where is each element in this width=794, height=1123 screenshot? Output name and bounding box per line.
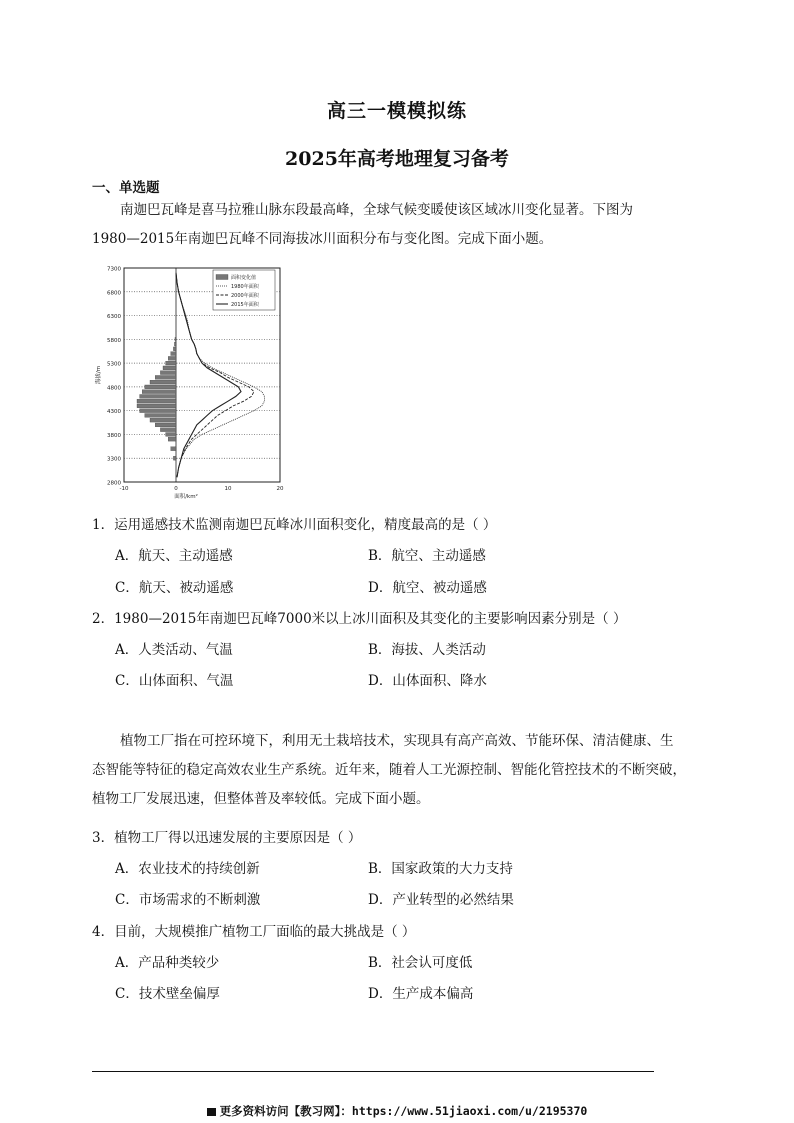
area-change-bar bbox=[171, 352, 176, 356]
question-3-option-a[interactable]: A．农业技术的持续创新 bbox=[115, 861, 260, 877]
glacier-area-chart bbox=[92, 260, 292, 500]
question-4-stem: 4．目前，大规模推广植物工厂面临的最大挑战是（ ） bbox=[92, 924, 416, 940]
area-change-bar bbox=[150, 380, 176, 384]
question-1-option-b[interactable]: B．航空、主动遥感 bbox=[368, 548, 486, 564]
y-tick-label: 4800 bbox=[107, 385, 121, 392]
question-3-option-c[interactable]: C．市场需求的不断刺激 bbox=[115, 892, 261, 908]
legend-label: 2000年面积 bbox=[231, 293, 259, 299]
area-change-bar bbox=[155, 375, 176, 379]
passage-2-line-2: 态智能等特征的稳定高效农业生产系统。近年来，随着人工光源控制、智能化管控技术的不断突破， bbox=[92, 762, 686, 778]
question-2-stem: 2．1980—2015年南迦巴瓦峰7000米以上冰川面积及其变化的主要影响因素分别是（ ） bbox=[92, 611, 627, 627]
passage-1 bbox=[92, 196, 704, 254]
y-tick-label: 7300 bbox=[107, 266, 121, 273]
y-tick-label: 6300 bbox=[107, 314, 121, 321]
passage-2 bbox=[92, 727, 704, 814]
question-4-option-d[interactable]: D．生产成本偏高 bbox=[368, 986, 474, 1002]
area-change-bar bbox=[173, 456, 176, 460]
footer bbox=[0, 1103, 794, 1119]
question-2-option-c[interactable]: C．山体面积、气温 bbox=[115, 673, 234, 689]
y-tick-label: 3800 bbox=[107, 432, 121, 439]
legend-label: 1980年面积 bbox=[231, 284, 259, 290]
question-2-option-d[interactable]: D．山体面积、降水 bbox=[368, 673, 487, 689]
y-tick-label: 5300 bbox=[107, 361, 121, 368]
area-change-bar bbox=[145, 414, 176, 418]
x-tick-label: 0 bbox=[174, 486, 178, 492]
y-tick-label: 6800 bbox=[107, 290, 121, 297]
page-title: 高三一模模拟练 bbox=[326, 100, 467, 122]
y-tick-label: 5800 bbox=[107, 337, 121, 344]
y-tick-label: 4300 bbox=[107, 409, 121, 416]
x-axis-label: 面积/km² bbox=[174, 494, 198, 500]
area-change-bar bbox=[174, 342, 176, 346]
area-change-bar bbox=[155, 423, 176, 427]
area-change-bar bbox=[145, 385, 176, 389]
y-tick-label: 3300 bbox=[107, 456, 121, 463]
area-change-bar bbox=[137, 404, 176, 408]
question-2-option-a[interactable]: A．人类活动、气温 bbox=[115, 642, 233, 658]
area-change-bar bbox=[150, 418, 176, 422]
question-4-option-c[interactable]: C．技术壁垒偏厚 bbox=[115, 986, 220, 1002]
legend-label: 2015年面积 bbox=[231, 302, 259, 308]
area-change-bar bbox=[166, 361, 176, 365]
x-tick-label: -10 bbox=[119, 486, 129, 492]
question-1-option-a[interactable]: A．航天、主动遥感 bbox=[115, 548, 233, 564]
question-3-option-d[interactable]: D．产业转型的必然结果 bbox=[368, 892, 514, 908]
passage-1-line-1: 南迦巴瓦峰是喜马拉雅山脉东段最高峰，全球气候变暖使该区域冰川变化显著。下图为 bbox=[120, 202, 633, 218]
area-change-bar bbox=[168, 437, 176, 441]
area-change-bar bbox=[171, 447, 176, 451]
section-heading: 一、单选题 bbox=[92, 180, 160, 196]
question-4-option-b[interactable]: B．社会认可度低 bbox=[368, 955, 473, 971]
footer-divider bbox=[92, 1071, 654, 1072]
area-change-bar bbox=[142, 390, 176, 394]
question-1-option-c[interactable]: C．航天、被动遥感 bbox=[115, 580, 234, 596]
footer-link[interactable]: 更多资料访问【教习网】：https://www.51jiaoxi.com/u/2195370 bbox=[219, 1104, 588, 1118]
passage-1-line-2: 1980—2015年南迦巴瓦峰不同海拔冰川面积分布与变化图。完成下面小题。 bbox=[92, 231, 553, 247]
area-change-bar bbox=[168, 356, 176, 360]
question-1-option-d[interactable]: D．航空、被动遥感 bbox=[368, 580, 487, 596]
y-axis-label: 海拔/m bbox=[96, 365, 102, 385]
question-2-option-b[interactable]: B．海拔、人类活动 bbox=[368, 642, 486, 658]
legend-swatch-bar bbox=[216, 275, 228, 280]
passage-2-line-3: 植物工厂发展迅速，但整体普及率较低。完成下面小题。 bbox=[92, 791, 430, 807]
area-change-bar bbox=[137, 399, 176, 403]
area-change-bar bbox=[140, 394, 176, 398]
area-change-bar bbox=[140, 409, 176, 413]
area-change-bar bbox=[160, 371, 176, 375]
page-subtitle: 2025年高考地理复习备考 bbox=[285, 148, 509, 170]
passage-2-line-1: 植物工厂指在可控环境下，利用无土栽培技术，实现具有高产高效、节能环保、清洁健康、生 bbox=[120, 733, 674, 749]
x-tick-label: 20 bbox=[276, 486, 284, 492]
area-change-bar bbox=[173, 347, 176, 351]
y-tick-label: 2800 bbox=[107, 480, 121, 487]
question-4-option-a[interactable]: A．产品种类较少 bbox=[115, 955, 220, 971]
area-change-bar bbox=[163, 366, 176, 370]
area-change-bar bbox=[160, 428, 176, 432]
area-change-bar bbox=[175, 337, 176, 341]
flag-icon bbox=[207, 1108, 216, 1116]
x-tick-label: 10 bbox=[224, 486, 232, 492]
legend-label: 面积变化值 bbox=[231, 275, 257, 281]
question-1-stem: 1．运用遥感技术监测南迦巴瓦峰冰川面积变化，精度最高的是（ ） bbox=[92, 517, 497, 533]
question-3-option-b[interactable]: B．国家政策的大力支持 bbox=[368, 861, 513, 877]
question-3-stem: 3．植物工厂得以迅速发展的主要原因是（ ） bbox=[92, 830, 362, 846]
area-change-bar bbox=[166, 433, 176, 437]
